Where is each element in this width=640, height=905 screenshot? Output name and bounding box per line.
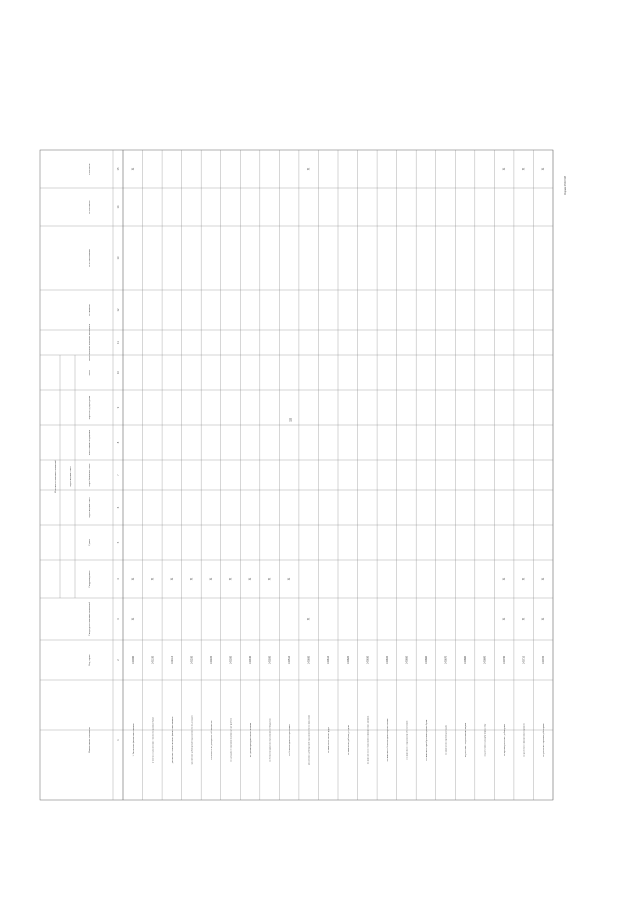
column-number: 9	[117, 406, 120, 409]
row-name: по авансам по прочим расходам	[445, 725, 448, 755]
row-code: 142300	[229, 656, 233, 664]
cell-mark: X	[149, 577, 155, 581]
column-header: Скорректировано	[89, 570, 91, 588]
column-header: Утверждено плановых назначений	[89, 602, 91, 636]
cell-mark: X	[188, 577, 194, 581]
row-name: по расчетам с подотчетными лицами	[465, 722, 468, 758]
row-name: в том числе по доходам от собственности	[210, 720, 213, 760]
row-name: по безвозмездным поступлениям от бюджетов	[269, 718, 272, 762]
page-number: 10	[288, 418, 293, 422]
column-header: Сумма	[89, 539, 91, 546]
row-code: 142690	[483, 656, 487, 664]
row-name: по безвозмездным поступлениям	[289, 724, 292, 756]
cell-mark: X	[520, 577, 526, 581]
group-title: Исполнено плановых назначений	[55, 460, 57, 493]
column-header: через лицевые счета	[89, 497, 91, 518]
cell-mark: X	[520, 617, 526, 621]
row-code: 142680	[464, 656, 468, 664]
column-number: 10	[117, 371, 120, 374]
row-name: по расчетам с финансовым органом	[523, 723, 526, 757]
column-number: 14	[117, 205, 120, 209]
group-subtitle: через лицевые счета	[70, 466, 72, 487]
row-code: 142110	[170, 656, 174, 664]
cell-mark: X	[207, 577, 213, 581]
column-number: 5	[117, 541, 120, 544]
column-header: через кассу учреждения	[89, 395, 91, 420]
row-code: 142640	[385, 656, 389, 664]
row-code: 142650	[405, 656, 409, 664]
corner-label: Форма 0503738	[564, 176, 567, 195]
column-header: Наименование показателя	[89, 727, 91, 753]
row-code: 142400	[249, 656, 253, 664]
row-name: по авансам по социальному обеспечению	[406, 720, 409, 760]
column-header: по ассигнованиям	[89, 249, 91, 267]
cell-mark: X	[129, 577, 135, 581]
cell-mark: X	[227, 577, 233, 581]
row-name: по авансам по работам, услугам	[347, 725, 350, 755]
cell-mark: X	[129, 617, 135, 621]
cell-mark: X	[286, 577, 292, 581]
cell-mark: X	[168, 577, 174, 581]
row-name: в том числе увеличение стоимости ценных бумаг	[152, 717, 155, 763]
cell-mark: X	[540, 617, 546, 621]
row-name: увеличение стоимости иных финансовых активов	[171, 716, 174, 764]
row-name: по авансам по оплате труда	[328, 727, 331, 753]
column-number: 4	[117, 578, 120, 580]
row-code: 142620	[346, 656, 350, 664]
cell-mark: X	[501, 167, 507, 171]
row-name: увеличение дебиторской задолженности по доходам	[191, 715, 194, 765]
row-code: 142610	[327, 656, 331, 664]
column-number: 13	[117, 256, 120, 260]
cell-mark: X	[129, 167, 135, 171]
cell-mark: X	[266, 577, 272, 581]
column-header: в том числе	[89, 163, 91, 175]
column-header: по лимитам	[89, 304, 91, 316]
row-code: 142200	[190, 656, 194, 664]
row-code: 142670	[444, 656, 448, 664]
column-header: не исполнено	[89, 200, 91, 214]
cell-mark: X	[501, 577, 507, 581]
column-number: 6	[117, 506, 120, 509]
column-number: 11	[117, 341, 120, 344]
cell-mark: X	[305, 617, 311, 621]
column-header: через банковские счета	[89, 463, 91, 487]
row-name: по расчетам по ущербу имуществу	[484, 723, 487, 757]
row-code: 142500	[268, 656, 272, 664]
row-code: 142220	[209, 656, 213, 664]
row-name: по авансам по приобретению ценных бумаг	[425, 719, 428, 761]
column-number: 12	[117, 308, 120, 312]
column-number: 2	[117, 659, 120, 661]
column-number: 1	[117, 739, 120, 741]
row-code: 142700	[503, 656, 507, 664]
row-code: 142710	[522, 656, 526, 664]
row-name: по авансам по безвозмездным перечислениям	[386, 718, 389, 762]
cell-mark: X	[305, 167, 311, 171]
column-number: 8	[117, 441, 120, 444]
row-name: по прочим расчетам с дебиторами	[504, 724, 507, 756]
cell-mark: X	[520, 167, 526, 171]
row-code: 142600	[307, 656, 311, 664]
row-name: по расчетам с прочими дебиторами	[543, 723, 546, 757]
row-code: 142100	[151, 656, 155, 664]
column-number: 3	[117, 618, 120, 620]
cell-mark: X	[501, 617, 507, 621]
column-number: 7	[117, 474, 120, 476]
row-code: 142720	[542, 656, 546, 664]
column-header: итого	[89, 369, 91, 376]
row-name: по доходам от оказания платных услуг (работ)	[230, 718, 233, 762]
row-code: 142660	[424, 656, 428, 664]
row-name: по авансам по поступлению нефинансовых активов	[367, 715, 370, 765]
row-code: 142630	[366, 656, 370, 664]
column-header: некассовыми операциями	[89, 429, 91, 456]
cell-mark: X	[540, 167, 546, 171]
column-header: Код строки	[89, 654, 91, 666]
row-code: 142510	[288, 656, 292, 664]
cell-mark: X	[247, 577, 253, 581]
column-header: неисполненные плановые назначения	[89, 324, 91, 361]
row-name: по суммам принудительного изъятия	[250, 722, 253, 758]
row-code: 142000	[131, 656, 135, 664]
row-name: увеличение дебиторской задолженности по выплатам	[308, 714, 311, 766]
cell-mark: X	[540, 577, 546, 581]
row-name: 1. Увеличение финансовых активов	[132, 723, 135, 757]
column-number: 15	[117, 167, 120, 171]
